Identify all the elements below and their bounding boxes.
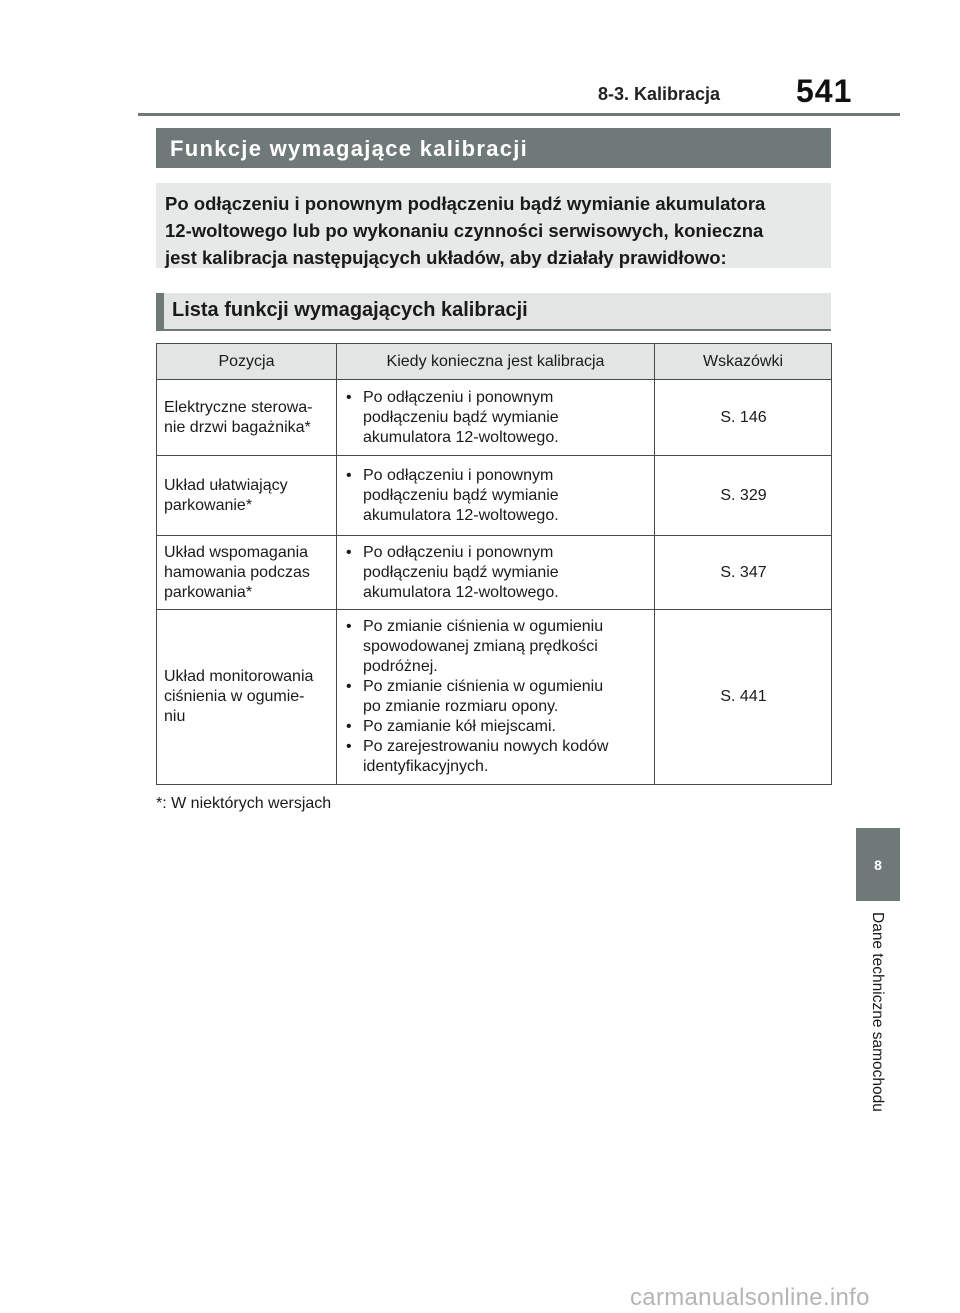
when-cell — [337, 380, 655, 456]
condition-line: • Po zamianie kół miejscami. — [363, 718, 556, 735]
intro-box — [156, 183, 831, 268]
table-row — [157, 456, 832, 536]
page-ref: S. 347 — [655, 536, 832, 610]
condition-line: identyfikacyjnych. — [363, 758, 489, 775]
condition-line: • Po odłączeniu i ponownym — [363, 543, 554, 561]
page-number: 541 — [796, 73, 853, 109]
condition-item — [344, 717, 648, 737]
condition-list — [344, 388, 648, 448]
item-line: parkowania* — [164, 583, 253, 601]
when-cell — [337, 456, 655, 536]
table-row — [157, 610, 832, 785]
condition-list — [344, 543, 648, 603]
condition-line: akumulatora 12-woltowego. — [363, 583, 559, 601]
item-line: Układ wspomagania — [164, 543, 309, 561]
item-line: Układ monitorowania — [164, 668, 314, 685]
column-header-item: Pozycja — [157, 344, 337, 380]
condition-line: • Po odłączeniu i ponownym — [363, 388, 554, 406]
item-line: Elektryczne sterowa- — [164, 398, 313, 416]
watermark: carmanualsonline.info — [630, 1284, 870, 1311]
item-cell — [157, 456, 337, 536]
table-header-row — [157, 344, 832, 380]
item-cell — [157, 536, 337, 610]
item-line: ciśnienia w ogumie- — [164, 688, 305, 705]
item-cell — [157, 380, 337, 456]
condition-line: spowodowanej zmianą prędkości — [363, 638, 598, 655]
page-ref: S. 146 — [655, 380, 832, 456]
footnote: *: W niektórych wersjach — [156, 795, 332, 812]
condition-line: akumulatora 12-woltowego. — [363, 428, 559, 446]
header-section-title: 8-3. Kalibracja — [598, 84, 721, 104]
condition-line: • Po zmianie ciśnienia w ogumieniu — [363, 618, 604, 635]
side-chapter-label: Dane techniczne samochodu — [869, 912, 886, 1112]
condition-item — [344, 737, 648, 777]
condition-line: po zmianie rozmiaru opony. — [363, 698, 559, 715]
column-header-page: Wskazówki — [655, 344, 832, 380]
item-line: Układ ułatwiający — [164, 476, 288, 494]
condition-line: podłączeniu bądź wymianie — [363, 563, 559, 581]
condition-line: • Po zarejestrowaniu nowych kodów — [363, 738, 609, 755]
condition-line: akumulatora 12-woltowego. — [363, 506, 559, 524]
item-line: niu — [164, 708, 186, 725]
condition-item — [344, 617, 648, 677]
when-cell — [337, 536, 655, 610]
condition-line: • Po zmianie ciśnienia w ogumieniu — [363, 678, 604, 695]
calibration-table — [156, 343, 832, 785]
condition-list — [344, 617, 648, 777]
condition-line: podłączeniu bądź wymianie — [363, 486, 559, 504]
condition-item — [344, 677, 648, 717]
condition-list — [344, 466, 648, 526]
main-heading: Funkcje wymagające kalibracji — [156, 128, 831, 168]
header-rule — [138, 113, 900, 116]
item-line: hamowania podczas — [164, 563, 310, 581]
column-header-when: Kiedy konieczna jest kalibracja — [337, 344, 655, 380]
condition-item — [344, 543, 648, 603]
intro-line: Po odłączeniu i ponownym podłączeniu bądź wymianie akumulatora — [165, 193, 766, 214]
condition-item — [344, 388, 648, 448]
item-line: parkowanie* — [164, 496, 253, 514]
item-line: nie drzwi bagażnika* — [164, 418, 311, 436]
intro-line: jest kalibracja następujących układów, aby działały prawidłowo: — [165, 247, 727, 268]
when-cell — [337, 610, 655, 785]
condition-line: podróżnej. — [363, 658, 438, 675]
page-ref: S. 329 — [655, 456, 832, 536]
condition-line: • Po odłączeniu i ponownym — [363, 466, 554, 484]
table-row — [157, 536, 832, 610]
condition-item — [344, 466, 648, 526]
chapter-tab: 8 — [856, 828, 900, 901]
intro-line: 12-woltowego lub po wykonaniu czynności serwisowych, konieczna — [165, 220, 764, 241]
page-ref: S. 441 — [655, 610, 832, 785]
item-cell — [157, 610, 337, 785]
table-row — [157, 380, 832, 456]
condition-line: podłączeniu bądź wymianie — [363, 408, 559, 426]
sub-heading: Lista funkcji wymagających kalibracji — [156, 293, 831, 331]
